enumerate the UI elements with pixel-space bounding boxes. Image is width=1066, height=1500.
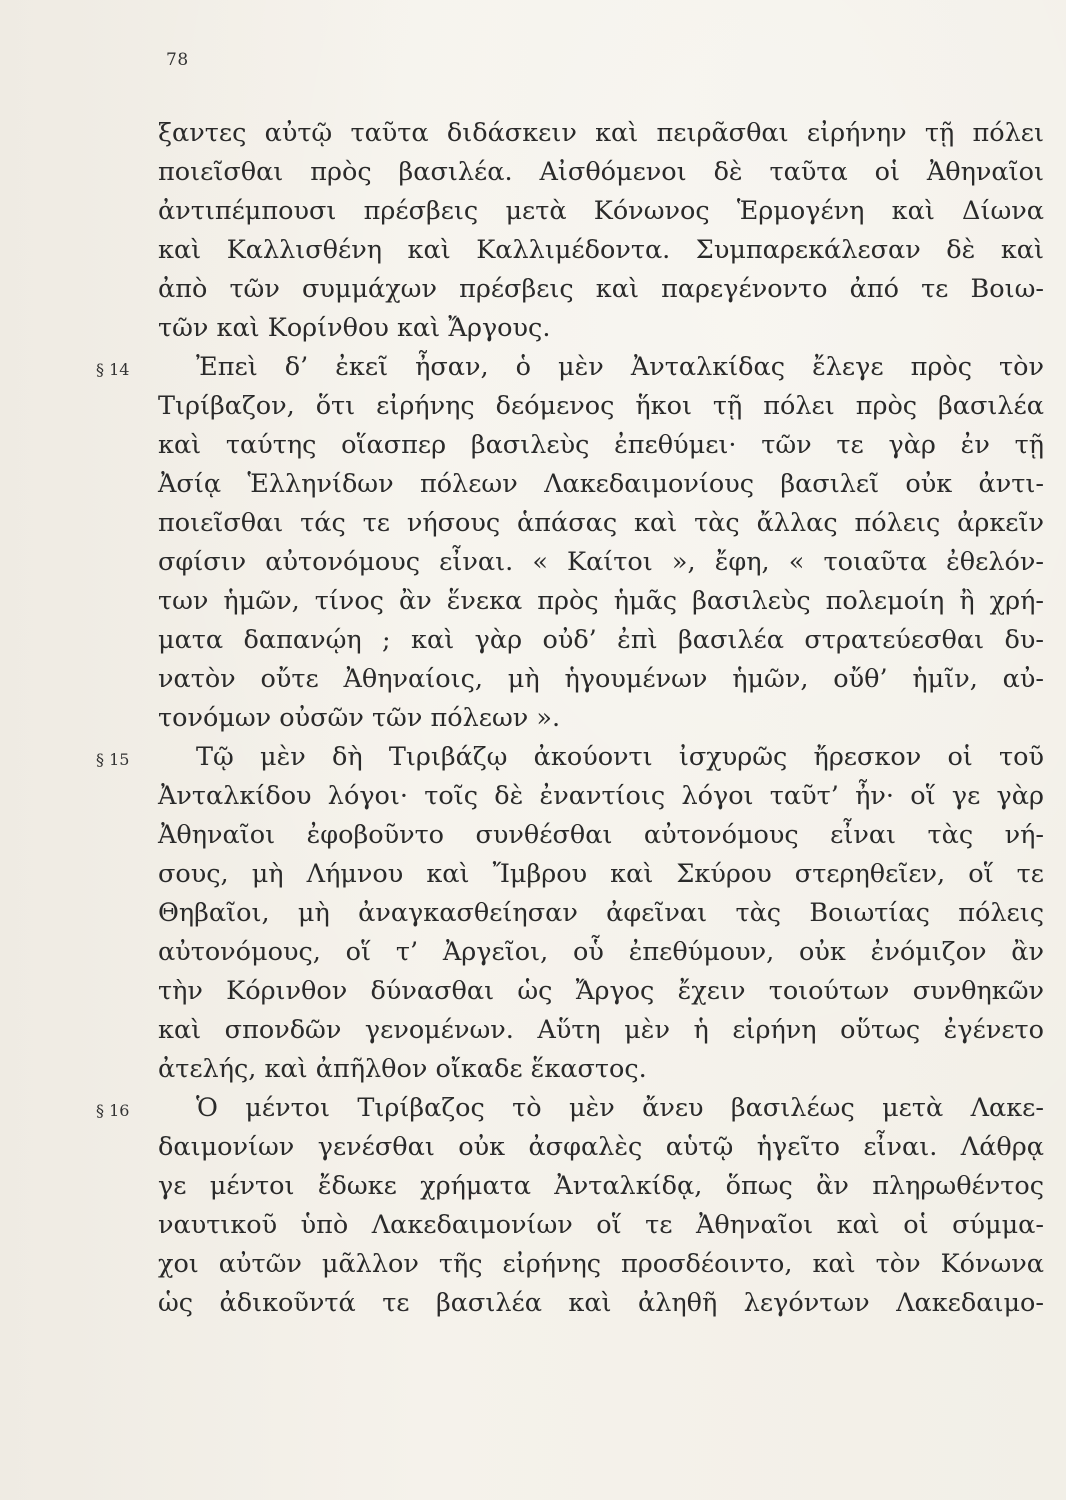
section-marker: § 16: [96, 1101, 130, 1120]
line-text: των ἡμῶν, τίνος ἂν ἕνεκα πρὸς ἡμᾶς βασιλεὺς πολεμοίη ἢ χρή-: [158, 586, 1044, 616]
text-line: [158, 621, 1044, 660]
text-line: [158, 1206, 1044, 1245]
text-line: [158, 231, 1044, 270]
line-text: ἀτελής, καὶ ἀπῆλθον οἴκαδε ἕκαστος.: [158, 1054, 647, 1084]
section-marker: § 15: [96, 750, 130, 769]
line-text: τῶν καὶ Κορίνθου καὶ Ἄργους.: [158, 313, 551, 343]
body-text: [96, 114, 1044, 1323]
line-text: ἀντιπέμπουσι πρέσβεις μετὰ Κόνωνος Ἑρμογένη καὶ Δίωνα: [158, 196, 1044, 226]
text-line: [158, 192, 1044, 231]
text-line: [158, 309, 1044, 348]
text-line: [158, 543, 1044, 582]
line-text: Τῷ μὲν δὴ Τιριβάζῳ ἀκούοντι ἰσχυρῶς ἤρεσκον οἱ τοῦ: [196, 742, 1044, 772]
page-number: 78: [166, 50, 189, 70]
text-line: [96, 738, 1044, 777]
line-text: ποιεῖσθαι πρὸς βασιλέα. Αἰσθόμενοι δὲ ταῦτα οἱ Ἀθηναῖοι: [158, 157, 1044, 187]
text-line: [158, 816, 1044, 855]
text-line: [158, 1284, 1044, 1323]
text-line: [158, 1128, 1044, 1167]
text-line: [158, 582, 1044, 621]
line-text: καὶ Καλλισθένη καὶ Καλλιμέδοντα. Συμπαρεκάλεσαν δὲ καὶ: [158, 235, 1044, 265]
line-text: σφίσιν αὐτονόμους εἶναι. « Καίτοι », ἔφη, « τοιαῦτα ἐθελόν-: [158, 547, 1044, 577]
text-line: [158, 1011, 1044, 1050]
text-line: [158, 153, 1044, 192]
text-line: [158, 660, 1044, 699]
text-line: [96, 348, 1044, 387]
line-text: Ὁ μέντοι Τιρίβαζος τὸ μὲν ἄνευ βασιλέως μετὰ Λακε-: [196, 1093, 1044, 1123]
text-line: [158, 1050, 1044, 1089]
text-line: [158, 855, 1044, 894]
line-text: καὶ ταύτης οἵασπερ βασιλεὺς ἐπεθύμει· τῶν τε γὰρ ἐν τῇ: [158, 430, 1044, 460]
text-line: [158, 114, 1044, 153]
line-text: ναυτικοῦ ὑπὸ Λακεδαιμονίων οἵ τε Ἀθηναῖοι καὶ οἱ σύμμα-: [158, 1210, 1044, 1240]
text-line: [158, 933, 1044, 972]
line-text: τὴν Κόρινθον δύνασθαι ὡς Ἄργος ἔχειν τοιούτων συνθηκῶν: [158, 976, 1044, 1006]
text-line: [96, 1089, 1044, 1128]
text-line: [158, 465, 1044, 504]
line-text: τονόμων οὐσῶν τῶν πόλεων ».: [158, 703, 561, 733]
text-line: [158, 1167, 1044, 1206]
text-line: [158, 972, 1044, 1011]
text-line: [158, 504, 1044, 543]
line-text: ὡς ἀδικοῦντά τε βασιλέα καὶ ἀληθῆ λεγόντων Λακεδαιμο-: [158, 1288, 1044, 1318]
text-line: [158, 699, 1044, 738]
text-line: [158, 387, 1044, 426]
line-text: αὐτονόμους, οἵ τ’ Ἀργεῖοι, οὗ ἐπεθύμουν, οὐκ ἐνόμιζον ἂν: [158, 937, 1044, 967]
line-text: γε μέντοι ἔδωκε χρήματα Ἀνταλκίδᾳ, ὅπως ἂν πληρωθέντος: [158, 1171, 1044, 1201]
line-text: Ἀνταλκίδου λόγοι· τοῖς δὲ ἐναντίοις λόγοι ταῦτ’ ἦν· οἵ γε γὰρ: [158, 781, 1044, 811]
line-text: χοι αὐτῶν μᾶλλον τῆς εἰρήνης προσδέοιντο, καὶ τὸν Κόνωνα: [158, 1249, 1044, 1279]
line-text: Τιρίβαζον, ὅτι εἰρήνης δεόμενος ἥκοι τῇ πόλει πρὸς βασιλέα: [158, 391, 1044, 421]
line-text: σους, μὴ Λήμνου καὶ Ἴμβρου καὶ Σκύρου στερηθεῖεν, οἵ τε: [158, 859, 1044, 889]
line-text: Ἀσίᾳ Ἑλληνίδων πόλεων Λακεδαιμονίους βασιλεῖ οὐκ ἀντι-: [158, 469, 1044, 499]
text-line: [158, 270, 1044, 309]
line-text: καὶ σπονδῶν γενομένων. Αὕτη μὲν ἡ εἰρήνη οὕτως ἐγένετο: [158, 1015, 1044, 1045]
line-text: ποιεῖσθαι τάς τε νήσους ἁπάσας καὶ τὰς ἄλλας πόλεις ἀρκεῖν: [158, 508, 1044, 538]
line-text: Ἀθηναῖοι ἐφοβοῦντο συνθέσθαι αὐτονόμους εἶναι τὰς νή-: [158, 820, 1044, 850]
text-line: [158, 1245, 1044, 1284]
line-text: ἀπὸ τῶν συμμάχων πρέσβεις καὶ παρεγένοντο ἀπό τε Βοιω-: [158, 274, 1044, 304]
section-marker: § 14: [96, 360, 130, 379]
line-text: Θηβαῖοι, μὴ ἀναγκασθείησαν ἀφεῖναι τὰς Βοιωτίας πόλεις: [158, 898, 1044, 928]
text-line: [158, 894, 1044, 933]
line-text: νατὸν οὔτε Ἀθηναίοις, μὴ ἡγουμένων ἡμῶν, οὔθ’ ἡμῖν, αὐ-: [158, 664, 1044, 694]
line-text: ξαντες αὐτῷ ταῦτα διδάσκειν καὶ πειρᾶσθαι εἰρήνην τῇ πόλει: [158, 118, 1044, 148]
line-text: Ἐπεὶ δ’ ἐκεῖ ἦσαν, ὁ μὲν Ἀνταλκίδας ἔλεγε πρὸς τὸν: [196, 352, 1044, 382]
line-text: ματα δαπανῴη ; καὶ γὰρ οὐδ’ ἐπὶ βασιλέα στρατεύεσθαι δυ-: [158, 625, 1044, 655]
text-line: [158, 426, 1044, 465]
text-line: [158, 777, 1044, 816]
line-text: δαιμονίων γενέσθαι οὐκ ἀσφαλὲς αὑτῷ ἡγεῖτο εἶναι. Λάθρᾳ: [158, 1132, 1044, 1162]
